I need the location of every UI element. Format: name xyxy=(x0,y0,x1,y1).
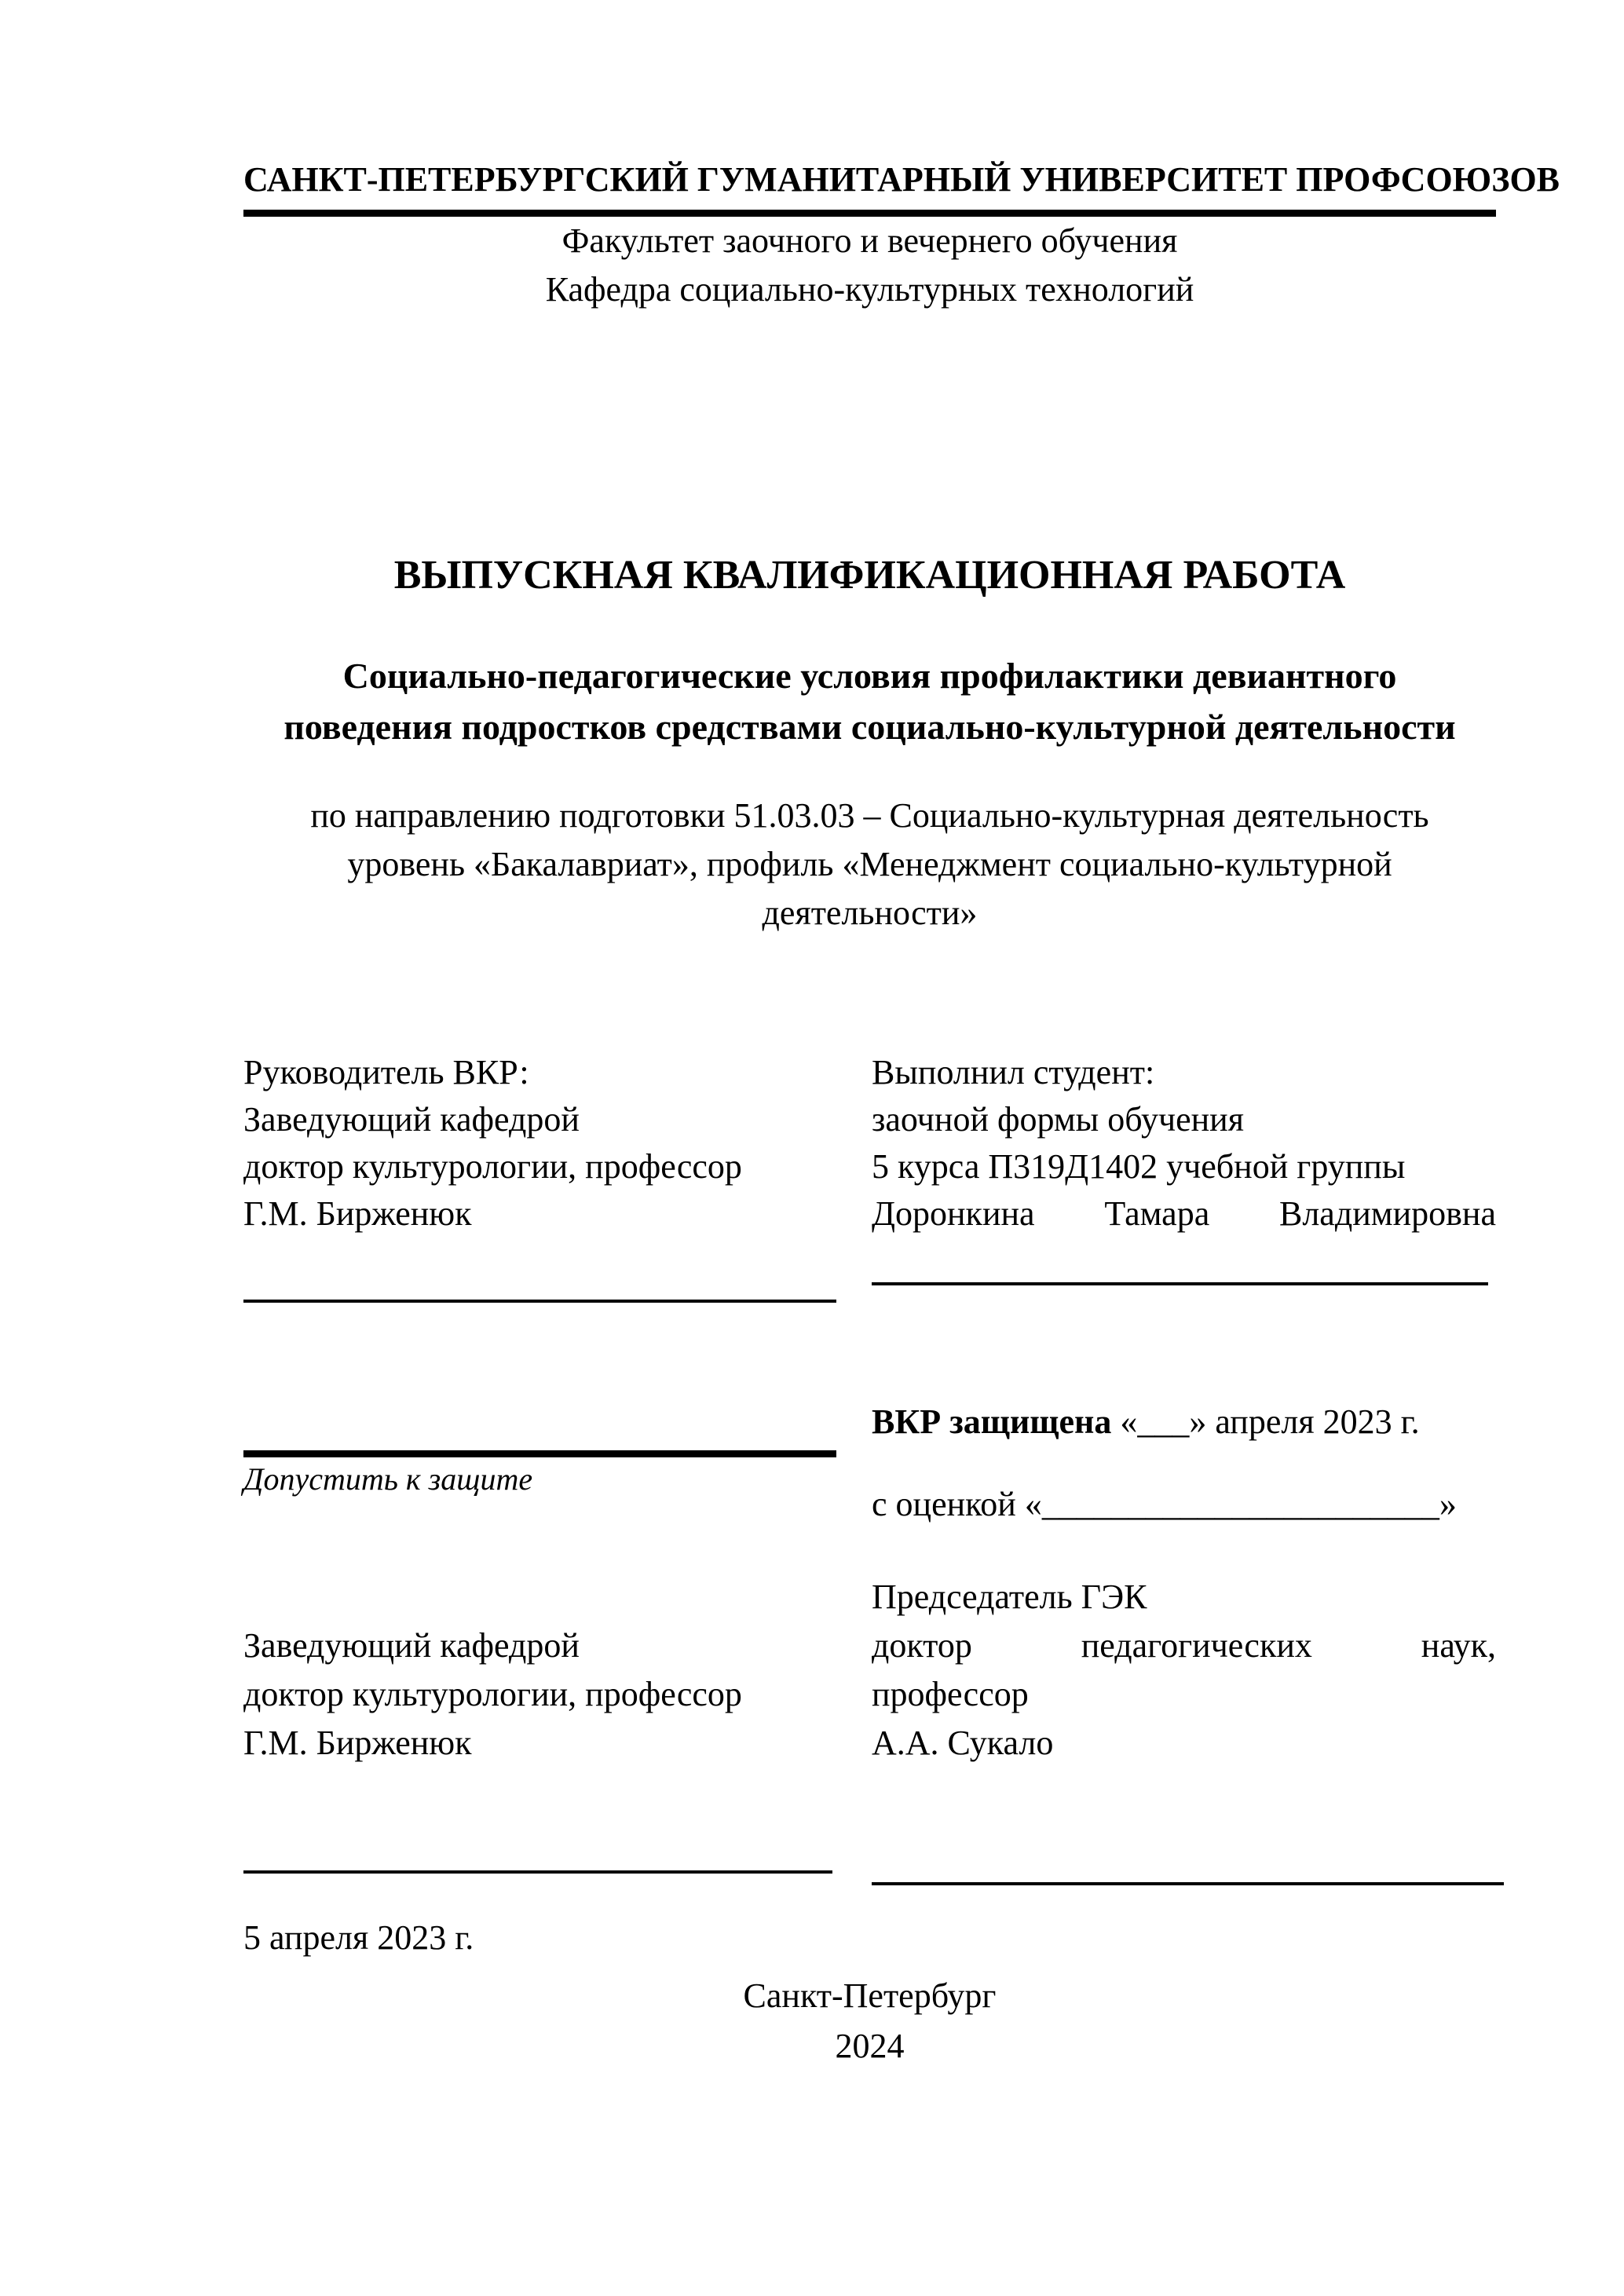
supervisor-label: Руководитель ВКР: xyxy=(243,1053,529,1091)
faculty-line: Факультет заочного и вечернего обучения xyxy=(561,221,1178,260)
program-line1: по направлению подготовки 51.03.03 – Социально-культурная деятельность xyxy=(310,796,1429,835)
city-line: Санкт-Петербург xyxy=(743,1976,997,2015)
student-group: 5 курса П319Д1402 учебной группы xyxy=(872,1147,1406,1186)
student-signature-line xyxy=(872,1282,1488,1285)
department-head-signature-cell xyxy=(243,1768,839,1885)
thesis-title-line1: Социально-педагогические условия профилактики девиантного xyxy=(342,656,1397,696)
chairman-name: А.А. Сукало xyxy=(872,1724,1054,1762)
thesis-title xyxy=(243,650,1496,752)
department-head-column xyxy=(243,1573,839,1768)
admission-label: Допустить к защите xyxy=(243,1461,533,1497)
department-head-signature-line xyxy=(243,1870,832,1874)
admission-column xyxy=(243,1398,839,1528)
chairman-column xyxy=(872,1573,1496,1768)
defense-column xyxy=(872,1398,1496,1528)
defense-row xyxy=(243,1398,1496,1528)
student-name: Доронкина Тамара Владимировна xyxy=(872,1194,1496,1233)
department-line: Кафедра социально-культурных технологий xyxy=(545,270,1194,309)
chairman-degree: доктор педагогических наук, xyxy=(872,1626,1496,1665)
chairman-signature-cell xyxy=(872,1768,1496,1885)
year-line: 2024 xyxy=(835,2027,905,2065)
chairman-signature-line xyxy=(872,1882,1504,1885)
university-name: САНКТ-ПЕТЕРБУРГСКИЙ ГУМАНИТАРНЫЙ УНИВЕРСИТЕТ ПРОФСОЮЗОВ xyxy=(243,160,1560,199)
defense-status-rest: «___» апреля 2023 г. xyxy=(1111,1402,1420,1441)
student-study-form: заочной формы обучения xyxy=(872,1100,1244,1139)
program-line3: деятельности» xyxy=(762,894,978,932)
supervisor-name: Г.М. Бирженюк xyxy=(243,1194,472,1233)
supervisor-column xyxy=(243,1049,839,1303)
supervisor-position: Заведующий кафедрой xyxy=(243,1100,580,1139)
defense-status-line xyxy=(872,1398,1496,1446)
signatories-row xyxy=(243,1049,1496,1303)
program-info xyxy=(243,792,1496,938)
department-head-degree: доктор культурологии, профессор xyxy=(243,1675,742,1713)
admission-signature-rule xyxy=(243,1450,836,1457)
department-head-name: Г.М. Бирженюк xyxy=(243,1724,472,1762)
program-line2: уровень «Бакалавриат», профиль «Менеджмент социально-культурной xyxy=(347,845,1392,883)
work-type-heading: ВЫПУСКНАЯ КВАЛИФИКАЦИОННАЯ РАБОТА xyxy=(393,553,1346,598)
student-column xyxy=(872,1049,1496,1303)
chairman-rank: профессор xyxy=(872,1675,1029,1713)
supervisor-signature-line xyxy=(243,1300,836,1303)
chairman-label: Председатель ГЭК xyxy=(872,1578,1147,1616)
page-header xyxy=(243,159,1560,314)
defense-status-bold: ВКР защищена xyxy=(872,1402,1112,1441)
signature-row xyxy=(243,1768,1496,1885)
department-head-position: Заведующий кафедрой xyxy=(243,1626,580,1665)
approval-date: 5 апреля 2023 г. xyxy=(243,1918,474,1957)
header-rule xyxy=(243,210,1496,217)
student-label: Выполнил студент: xyxy=(872,1053,1155,1091)
supervisor-degree: доктор культурологии, профессор xyxy=(243,1147,742,1186)
thesis-title-line2: поведения подростков средствами социально-культурной деятельности xyxy=(283,707,1456,747)
committee-row xyxy=(243,1573,1496,1768)
grade-line: с оценкой «_______________________» xyxy=(872,1485,1457,1523)
